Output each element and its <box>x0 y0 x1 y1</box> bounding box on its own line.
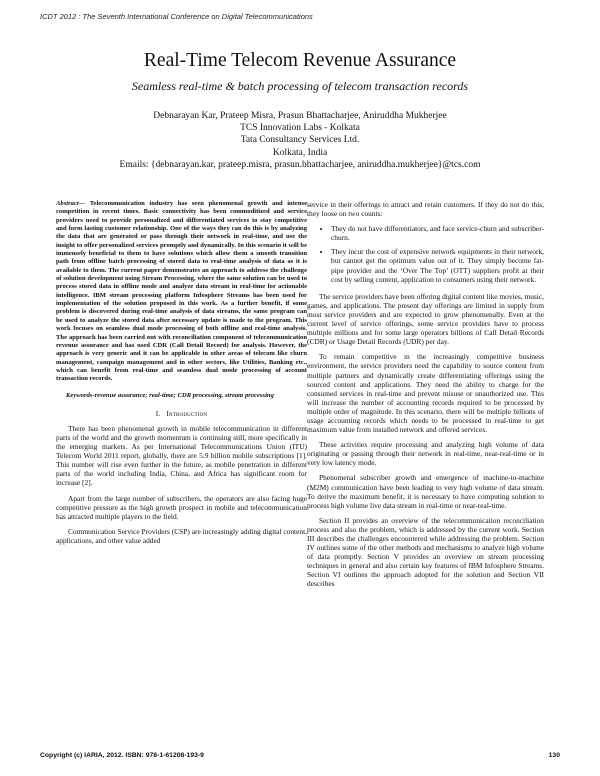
body-paragraph: The service providers have been offering digital content like movies, music, games, and applications. The present day offerings are limited in supply from most service providers and are expected to grow phenomenally. Even at the current level of service offerings, some service providers have to process multiple millions and for some large operators billions of Call Detail Records (CDR) or Usage Detail Records (UDR) per day. <box>307 291 544 347</box>
author-location: Kolkata, India <box>272 147 328 158</box>
body-paragraph: To remain competitive in the increasingly competitive business environment, the service providers need the capability to source content from multiple partners and dynamically create differentiating offerings using the sourced content and applications. They need the ability to charge for the consumed services in real-time and prevent misuse or unauthorized use. This will increase the number of accounting records required to be processed by multiple order of magnitude. In this scenario, there will be multiple billions of usage accounting records which needs to be processed in real-time to get maximum value from installed network and offered services. <box>307 352 544 435</box>
list-item: • They incur the cost of expensive network equipments in their network, but cannot get the optimum value out of it. They simply become fat-pipe provider and the ‘Over The Top’ (OTT) suppliers profit at their cost by selling content, application to consumers using their network. <box>331 247 544 283</box>
intro-paragraph: Communication Service Providers (CSP) are increasingly adding digital content, applications, and other value added <box>56 526 307 545</box>
body-paragraph: These activities require processing and analyzing high volume of data originating or passing through their network in real-time, near-real-time or in very low latency mode. <box>307 440 544 468</box>
section-title: Introduction <box>166 409 208 418</box>
author-names: Debnarayan Kar, Prateep Misra, Prasun Bhattacharjee, Aniruddha Mukherjee <box>153 111 447 121</box>
body-paragraph: Phenomenal subscriber growth and emergence of machine-to-machine (M2M) communication have been leading to very high volume of data stream. To derive the maximum benefit, it is necessary to have computing solution to process high volume live data stream in real-time or near-real-time. <box>307 473 544 510</box>
abstract-label: Abstract— <box>56 200 86 207</box>
affiliation-lab: TCS Innovation Labs - Kolkata <box>240 123 360 134</box>
left-column <box>56 200 307 551</box>
section-heading-introduction <box>56 410 307 418</box>
body-paragraph: Section II provides an overview of the telecommunication reconciliation process and also the problem, which is addressed by the current work. Section III describes the challenges encountered while addressing the problem. Section IV outlines some of the other methods and mechanisms to analyze high volume of data promptly. Section V provides an overview on stream processing techniques in general and also certain key features of IBM Infosphere Streams. Section VI outlines the approach adopted for the solution and Section VII describes <box>307 515 544 589</box>
author-block <box>0 110 600 171</box>
conference-header: ICDT 2012 : The Seventh International Conference on Digital Telecommunications <box>40 12 313 21</box>
intro-paragraph-continued: service in their offerings to attract and retain customers. If they do not do this, they loose on two counts: <box>307 200 544 219</box>
abstract-text: Telecommunication industry has seen phenomenal growth and intense competition in recent times. Basic connectivity has been commoditized and service providers need to provide personalized and differentiated services to stay competitive and form lasting customer relationship. One of the ways they can do this is by analyzing the data that are generated or pass through their network in real-time, and use the insight to offer personalized services promptly and dynamically. In this scenario it will be immensely beneficial to them to have solutions which allow them a smooth transition path from offline batch processing of stored data to real-time analysis of data as it is available to them. The current paper demonstrates an approach to address the challenge of solution development using Stream Processing, where the same solution can be used to process stored data in offline mode and analyze data stream in real-time for actionable intelligence. IBM stream processing platform Infosphere Streams has been used for implementation of the solution proposed in this work. As a further benefit, if some problem is discovered during real-time analysis of data streams, the same program can be used to analyze the stored data after necessary update is made to the program. This work focuses on seamless dual mode processing of both offline and real-time analysis. The approach has been carried out with reconciliation component of telecommunication revenue assurance and has used CDR (Call Detail Record) for analysis. However, the approach is very generic and it can be applicable in other areas of telecom like churn management, campaign management and in other sectors, like Utilities, Banking etc., which can benefit from real-time and seamless dual mode processing of account transaction records. <box>56 200 307 383</box>
author-emails: Emails: {debnarayan.kar, prateep.misra, prasun.bhattacharjee, aniruddha.mukherjee}@tcs.com <box>119 159 481 170</box>
keywords: Keywords-revenue assurance; real-time; CDR processing, stream processing <box>66 391 274 399</box>
section-number: I. <box>155 409 161 418</box>
affiliation-company: Tata Consultancy Services Ltd. <box>240 135 360 146</box>
abstract <box>56 200 307 384</box>
list-item: • They do not have differentiators, and face service-churn and subscriber-churn. <box>331 224 544 242</box>
paper-subtitle: Seamless real-time & batch processing of telecom transaction records <box>131 79 469 93</box>
page-number: 130 <box>548 752 560 759</box>
copyright-notice: Copyright (c) IARIA, 2012. ISBN: 978-1-61208-193-9 <box>40 752 204 759</box>
paper-title: Real-Time Telecom Revenue Assurance <box>143 50 457 71</box>
intro-paragraph: Apart from the large number of subscribers, the operators are also facing huge competitive pressure as the high growth prospect in mobile and telecommunication has attracted multiple players to the field. <box>56 493 307 521</box>
intro-paragraph: There has been phenomenal growth in mobile telecommunication in different parts of the world and the growth momentum is continuing still, more specifically in the emerging markets. As per International Telecommunications Union (ITU) Telecom World 2011 report, globally, there are 5.9 billion mobile subscriptions [1]. This number will rise even further in the future, as mobile penetration in different parts of the world including India, China, and Africa has significant room for increase [2]. <box>56 423 307 488</box>
right-column <box>307 200 544 595</box>
bullet-list <box>307 224 544 284</box>
